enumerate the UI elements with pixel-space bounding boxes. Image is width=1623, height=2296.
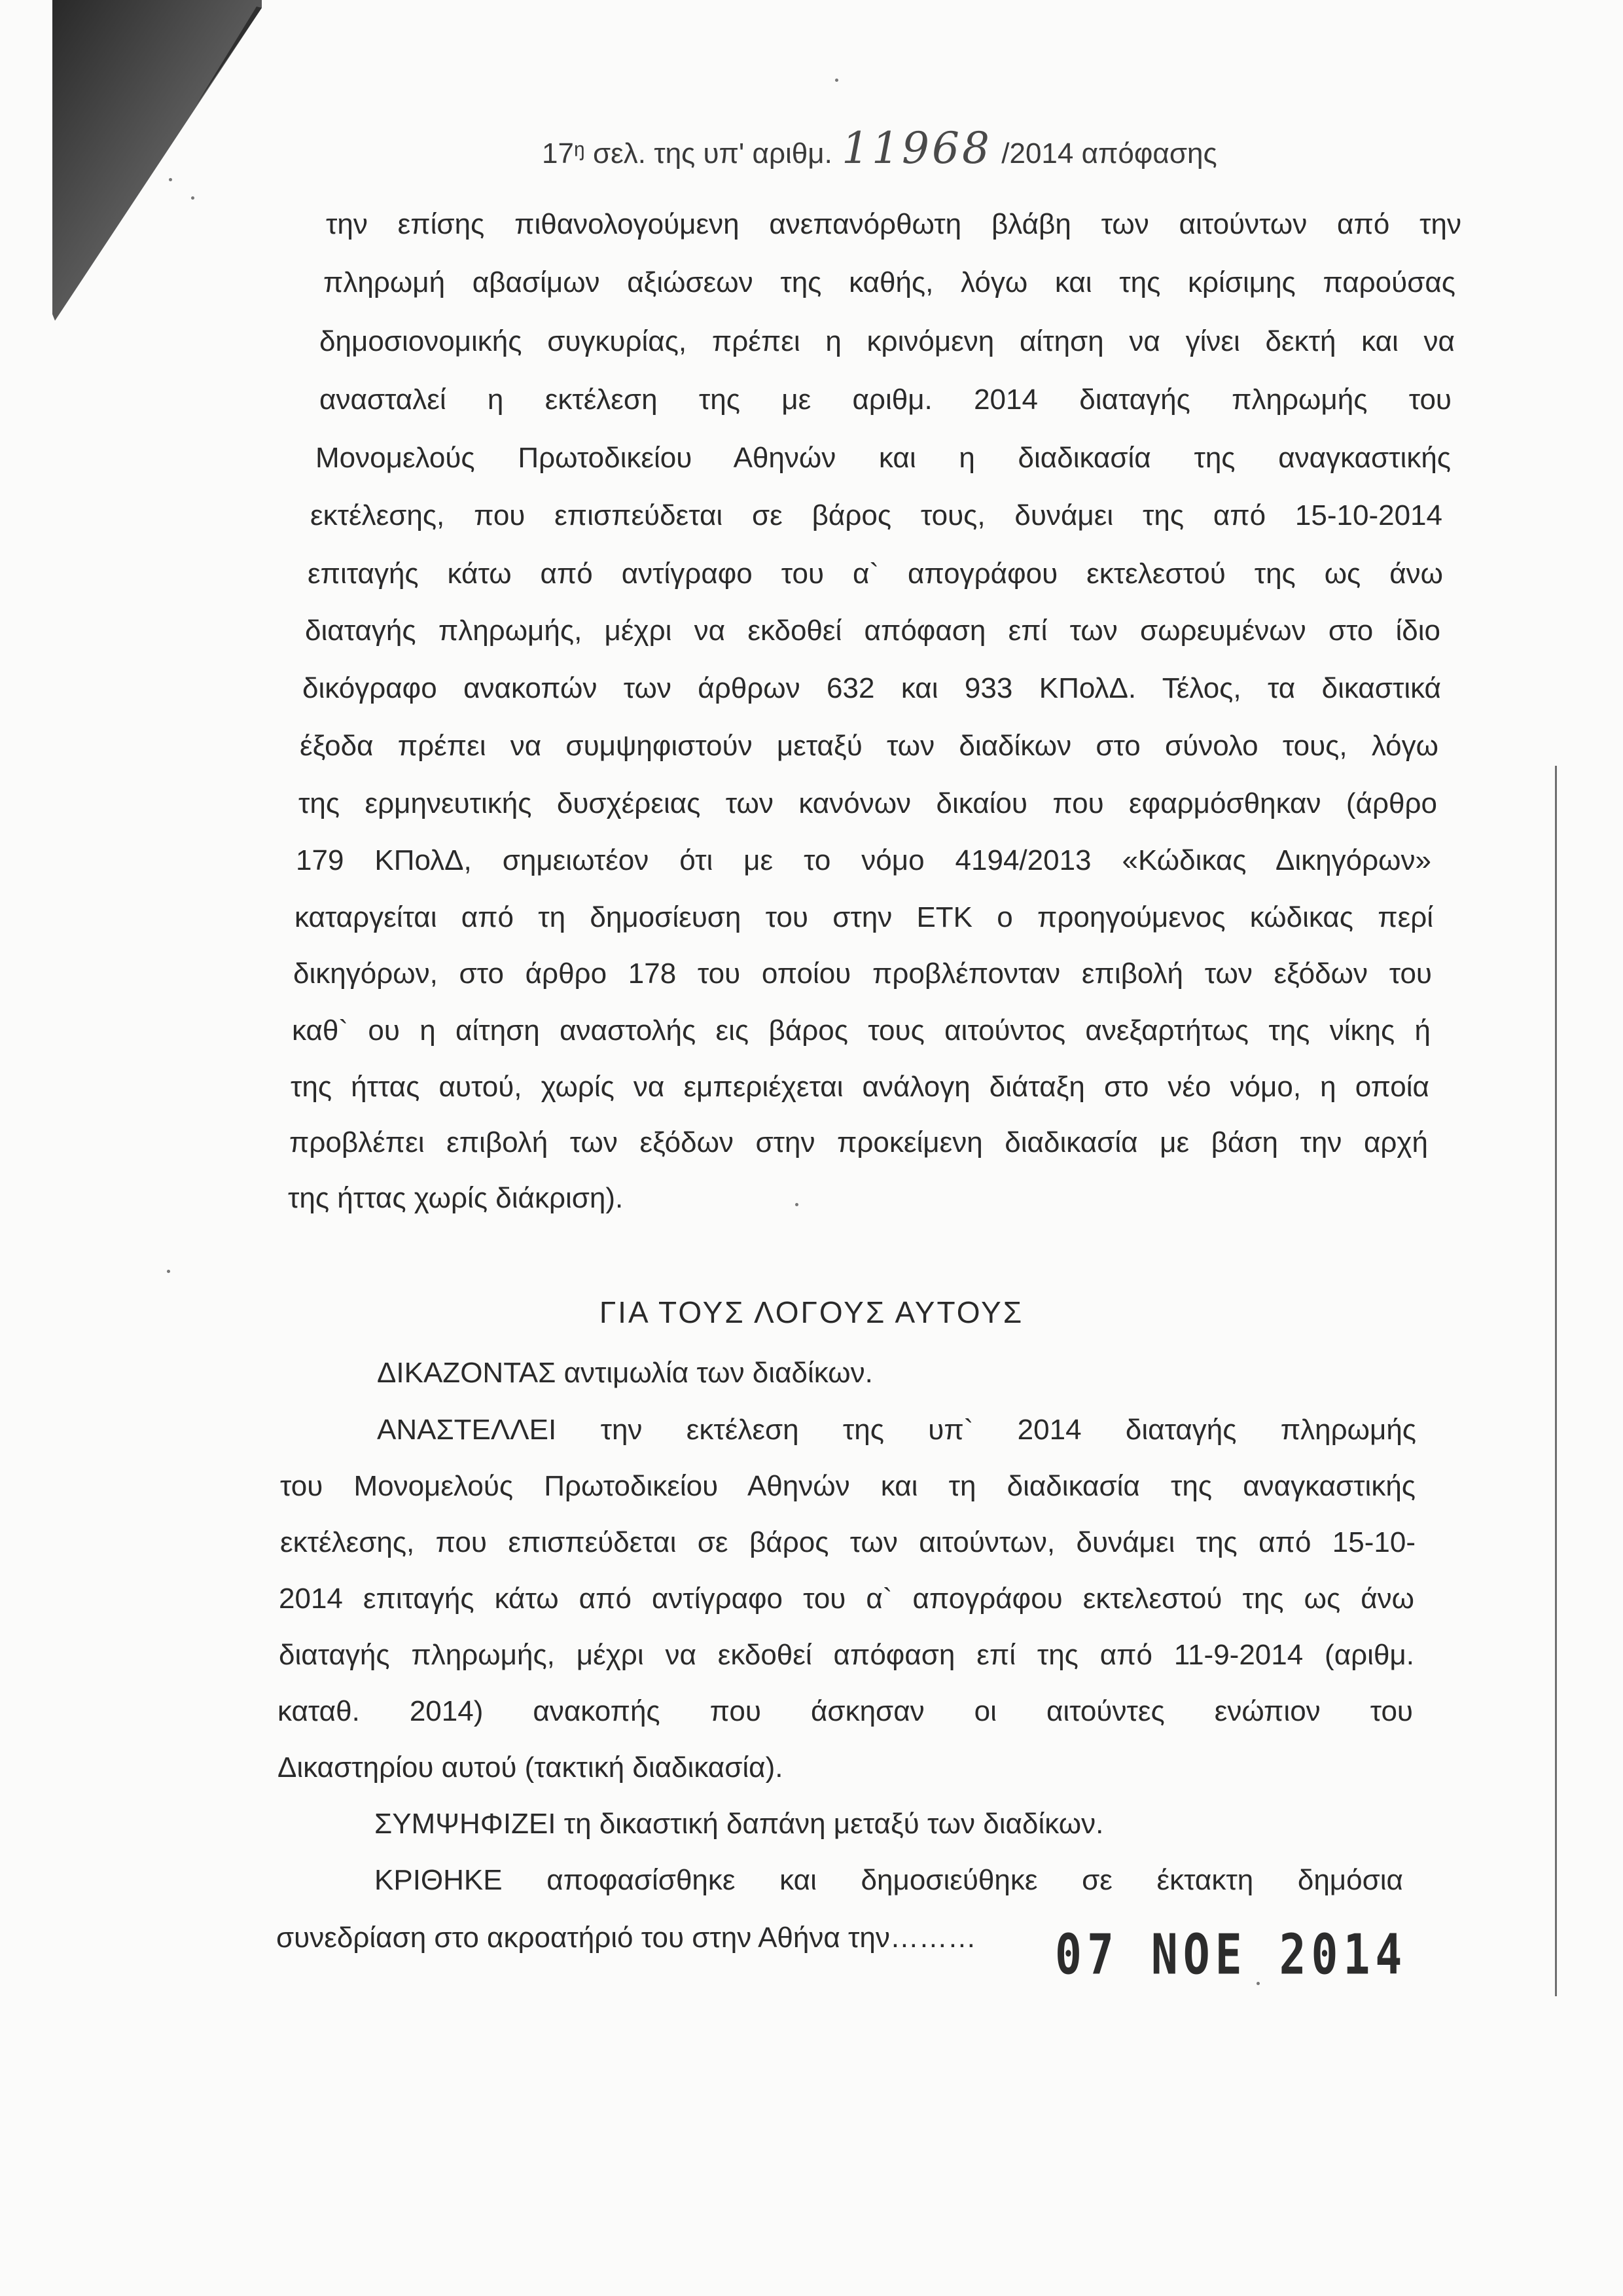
ruling-line: ΔΙΚΑΖΟΝΤΑΣ αντιμωλία των διαδίκων. — [377, 1357, 873, 1389]
handwritten-decision-number: 11968 — [842, 123, 993, 173]
body-line: 179 ΚΠολΔ, σημειωτέον ότι με το νόμο 4194/2013 «Κώδικας Δικηγόρων» — [296, 844, 1431, 876]
scan-corner-shadow — [0, 0, 262, 327]
ruling-line: Δικαστηρίου αυτού (τακτική διαδικασία). — [277, 1751, 783, 1784]
section-heading: ΓΙΑ ΤΟΥΣ ΛΟΓΟΥΣ ΑΥΤΟΥΣ — [599, 1295, 1024, 1329]
scan-speck — [167, 1270, 170, 1273]
body-line: προβλέπει επιβολή των εξόδων στην προκείμενη διαδικασία με βάση την αρχή — [289, 1126, 1428, 1158]
body-line: της ερμηνευτικής δυσχέρειας των κανόνων δικαίου που εφαρμόσθηκαν (άρθρο — [298, 787, 1437, 819]
scan-speck — [191, 196, 194, 200]
scan-speck — [169, 178, 172, 181]
header-suffix: /2014 απόφασης — [1001, 137, 1217, 170]
ruling-line: του Μονομελούς Πρωτοδικείου Αθηνών και τη διαδικασία της αναγκαστικής — [280, 1470, 1416, 1502]
header-prefix: 17ᵑ σελ. της υπ' αριθμ. — [542, 137, 832, 170]
ruling-line: συνεδρίαση στο ακροατήριό του στην Αθήνα την……… — [276, 1922, 976, 1954]
body-line: εκτέλεσης, που επισπεύδεται σε βάρος τους, δυνάμει της από 15-10-2014 — [310, 499, 1442, 531]
date-stamp: 07 ΝΟΕ 2014 — [1055, 1923, 1408, 1988]
scan-speck — [795, 1203, 798, 1206]
ruling-line: διαταγής πληρωμής, μέχρι να εκδοθεί απόφαση επί της από 11-9-2014 (αριθμ. — [279, 1639, 1414, 1671]
body-line: διαταγής πληρωμής, μέχρι να εκδοθεί απόφαση επί των σωρευμένων στο ίδιο — [305, 615, 1440, 647]
scan-speck — [835, 79, 838, 82]
scan-edge-rule — [1555, 766, 1557, 1996]
body-line: δημοσιονομικής συγκυρίας, πρέπει η κρινόμενη αίτηση να γίνει δεκτή και να — [319, 325, 1455, 357]
ruling-line: ΣΥΜΨΗΦΙΖΕΙ τη δικαστική δαπάνη μεταξύ των διαδίκων. — [374, 1808, 1104, 1840]
body-line: καθ` ου η αίτηση αναστολής εις βάρος τους αιτούντος ανεξαρτήτως της νίκης ή — [292, 1014, 1431, 1047]
ruling-line: 2014 επιταγής κάτω από αντίγραφο του α` απογράφου εκτελεστού της ως άνω — [279, 1583, 1414, 1615]
body-line: δικόγραφο ανακοπών των άρθρων 632 και 933 ΚΠολΔ. Τέλος, τα δικαστικά — [302, 672, 1441, 704]
body-line: επιταγής κάτω από αντίγραφο του α` απογράφου εκτελεστού της ως άνω — [308, 558, 1443, 590]
ruling-line: ΑΝΑΣΤΕΛΛΕΙ την εκτέλεση της υπ` 2014 διαταγής πληρωμής — [377, 1414, 1416, 1446]
ruling-line: ΚΡΙΘΗΚΕ αποφασίσθηκε και δημοσιεύθηκε σε έκτακτη δημόσια — [374, 1864, 1403, 1896]
ruling-line: εκτέλεσης, που επισπεύδεται σε βάρος των αιτούντων, δυνάμει της από 15-10- — [280, 1526, 1416, 1558]
body-line: ανασταλεί η εκτέλεση της με αριθμ. 2014 διαταγής πληρωμής του — [319, 384, 1452, 416]
body-line: δικηγόρων, στο άρθρο 178 του οποίου προβλέπονταν επιβολή των εξόδων του — [293, 958, 1432, 990]
body-line: καταργείται από τη δημοσίευση του στην ΕΤΚ ο προηγούμενος κώδικας περί — [294, 901, 1433, 933]
page-header — [542, 123, 1217, 173]
body-line: πληρωμή αβασίμων αξιώσεων της καθής, λόγω και της κρίσιμης παρούσας — [323, 266, 1455, 298]
body-line: έξοδα πρέπει να συμψηφιστούν μεταξύ των διαδίκων στο σύνολο τους, λόγω — [300, 730, 1438, 762]
body-line: Μονομελούς Πρωτοδικείου Αθηνών και η διαδικασία της αναγκαστικής — [315, 442, 1451, 474]
body-line: την επίσης πιθανολογούμενη ανεπανόρθωτη βλάβη των αιτούντων από την — [326, 208, 1461, 240]
body-line-last: της ήττας χωρίς διάκριση). — [288, 1182, 624, 1214]
body-line: της ήττας αυτού, χωρίς να εμπεριέχεται ανάλογη διάταξη στο νέο νόμο, η οποία — [291, 1071, 1429, 1103]
ruling-line: καταθ. 2014) ανακοπής που άσκησαν οι αιτούντες ενώπιον του — [277, 1695, 1413, 1727]
